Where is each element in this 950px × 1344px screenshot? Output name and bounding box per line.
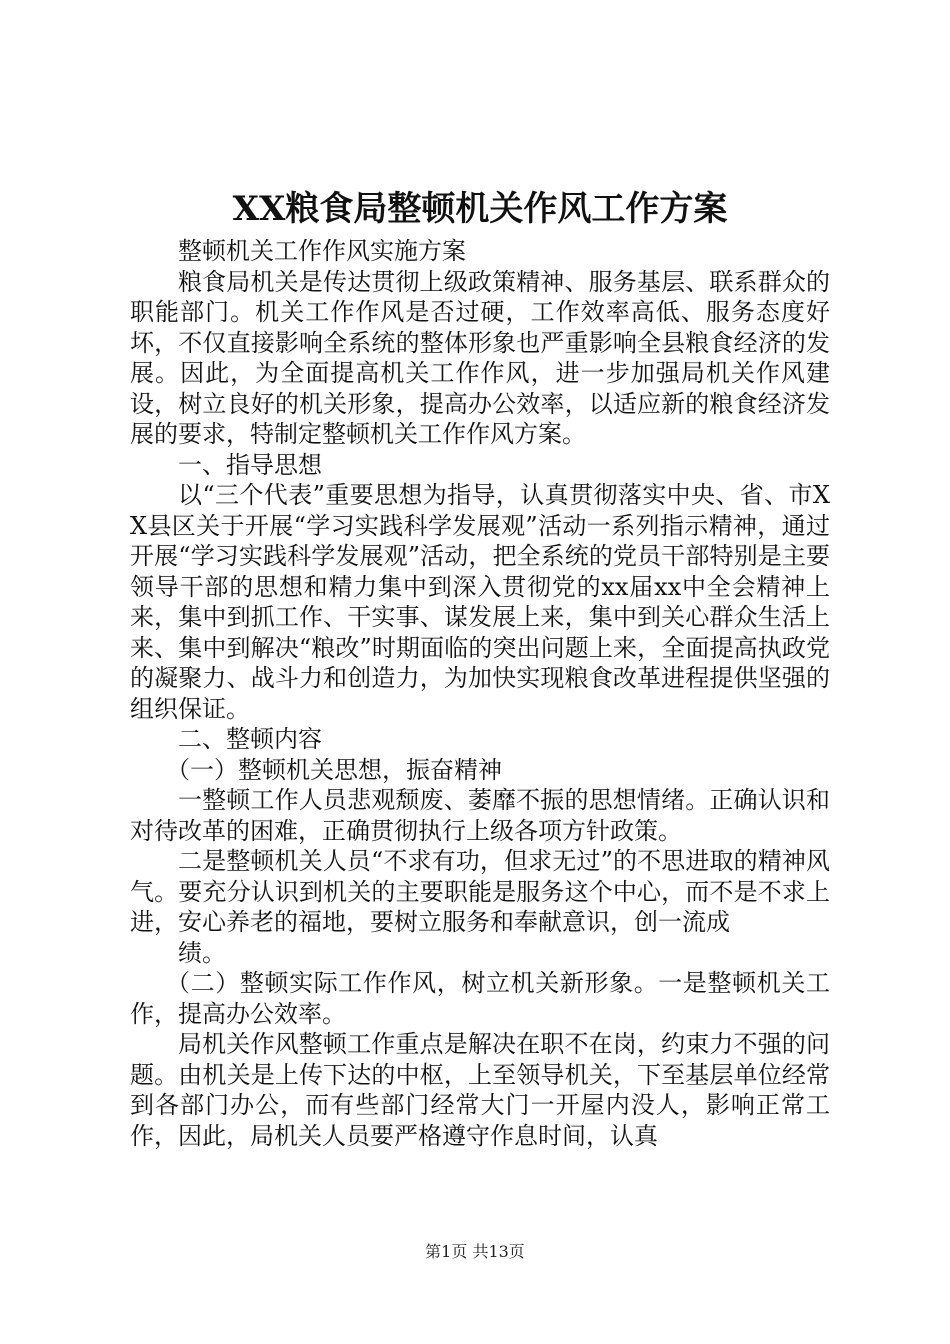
paragraph-work-style: 局机关作风整顿工作重点是解决在职不在岗，约束力不强的问题。由机关是上传下达的中枢，上至领导机关，下至基层单位经常到各部门办公，而有些部门经常大门一开屋内没人，影响正常工作，因此，局机关人员要严格遵守作息时间，认真 xyxy=(130,1030,830,1150)
paragraph-intro: 粮食局机关是传达贯彻上级政策精神、服务基层、联系群众的职能部门。机关工作作风是否过硬，工作效率高低、服务态度好坏，不仅直接影响全系统的整体形象也严重影响全县粮食经济的发展。因此，为全面提高机关工作作风，进一步加强局机关作风建设，树立良好的机关形象，提高办公效率，以适应新的粮食经济发展的要求，特制定整顿机关工作作风方案。 xyxy=(130,267,830,448)
section-heading-guiding-thought: 一、指导思想 xyxy=(178,450,322,479)
document-page xyxy=(130,186,830,1151)
paragraph-guiding-thought: 以“三个代表”重要思想为指导，认真贯彻落实中央、省、市XX县区关于开展“学习实践科学发展观”活动一系列指示精神，通过开展“学习实践科学发展观”活动，把全系统的党员干部特别是主要领导干部的思想和精力集中到深入贯彻党的xx届xx中全会精神上来，集中到抓工作、干实事、谋发展上来，集中到关心群众生活上来、集中到解决“粮改”时期面临的突出问题上来，全面提高执政党的凝聚力、战斗力和创造力，为加快实现粮食改革进程提供坚强的组织保证。 xyxy=(130,481,830,723)
paragraph-item-1: 一整顿工作人员悲观颓废、萎靡不振的思想情绪。正确认识和对待改革的困难，正确贯彻执行上级各项方针政策。 xyxy=(130,786,830,845)
paragraph-item-2: 二是整顿机关人员“不求有功，但求无过”的不思进取的精神风气。要充分认识到机关的主要职能是服务这个中心，而不是不求上进，安心养老的福地，要树立服务和奉献意识，创一流成 xyxy=(130,847,830,936)
paragraph-item-2-tail: 绩。 xyxy=(178,938,226,967)
subtitle-line: 整顿机关工作作风实施方案 xyxy=(178,237,466,265)
document-title: XX粮食局整顿机关作风工作方案 xyxy=(232,189,728,229)
subsection-heading-1: （一）整顿机关思想，振奋精神 xyxy=(166,755,502,784)
page-number-footer: 第1页 共13页 xyxy=(425,1242,525,1261)
section-heading-content: 二、整顿内容 xyxy=(178,725,322,753)
subsection-heading-2: （二）整顿实际工作作风，树立机关新形象。一是整顿机关工作，提高办公效率。 xyxy=(130,969,830,1028)
